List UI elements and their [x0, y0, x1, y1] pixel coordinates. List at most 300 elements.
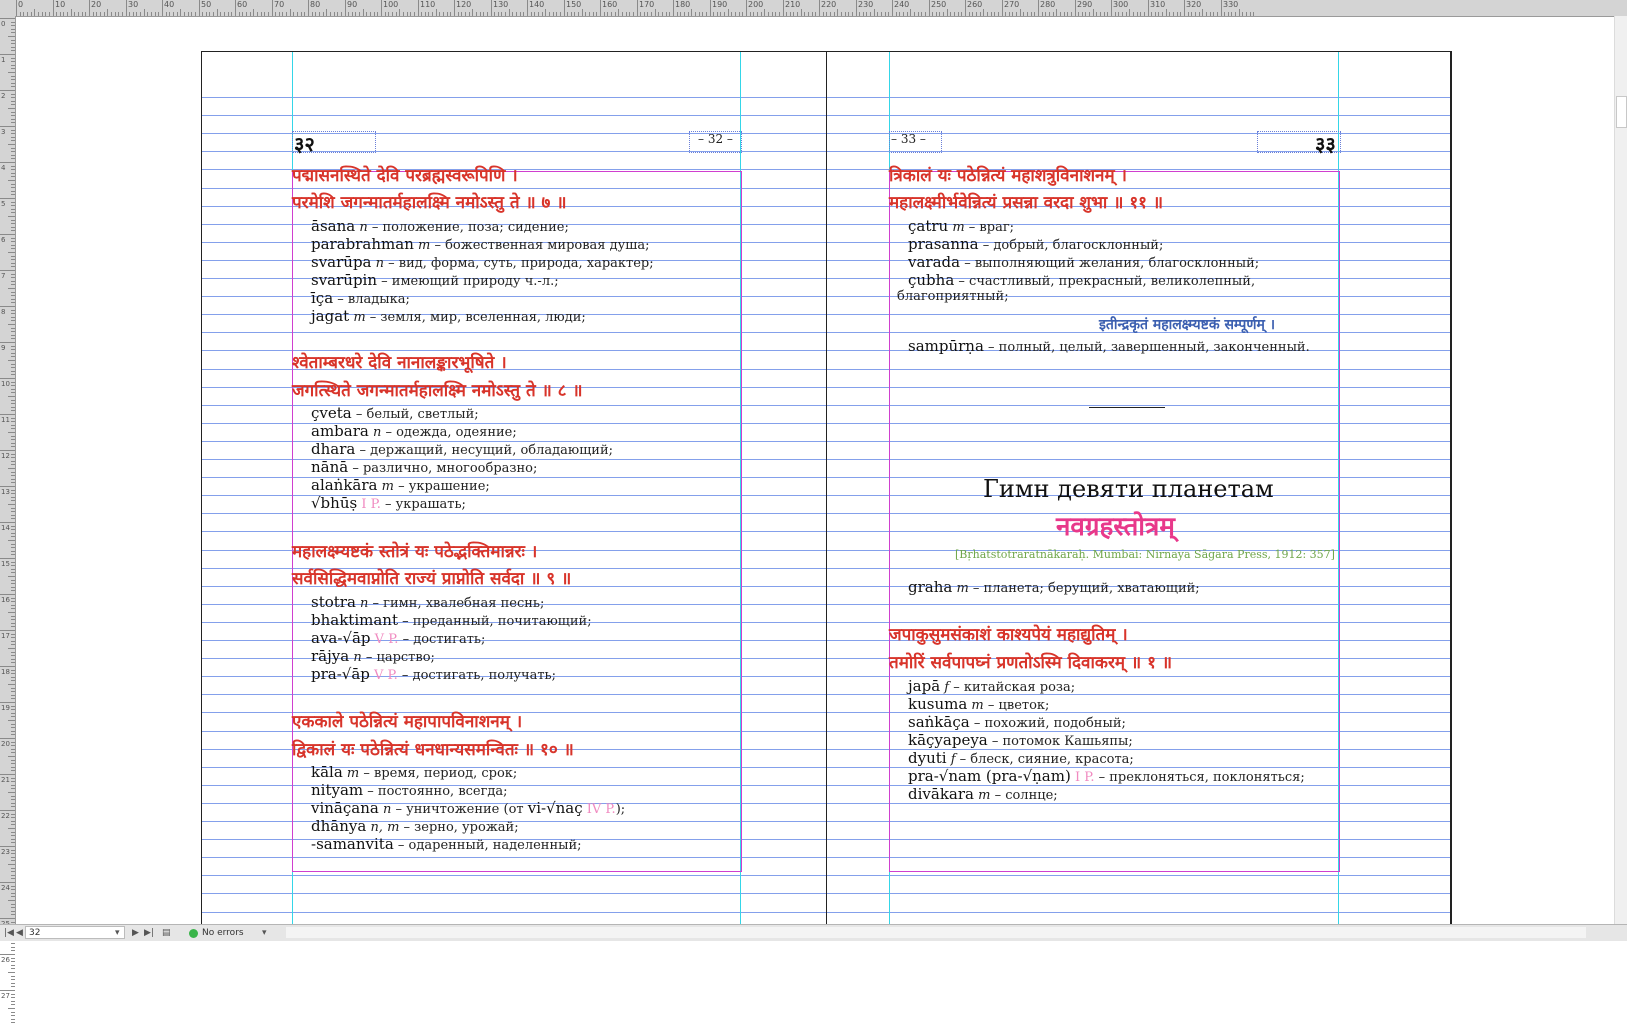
ruler-tick — [826, 12, 827, 16]
ruler-tick — [11, 410, 15, 411]
ruler-tick — [11, 248, 15, 249]
last-page-button[interactable]: ▶| — [144, 928, 154, 938]
gloss-definition: – достигать; — [398, 632, 486, 647]
ruler-tick — [1089, 12, 1090, 16]
ruler-tick — [11, 497, 15, 498]
ruler-tick — [8, 216, 15, 217]
ruler-tick — [11, 911, 15, 912]
gloss-line — [311, 835, 582, 853]
preflight-status-icon[interactable] — [189, 929, 198, 938]
ruler-tick — [1242, 12, 1243, 16]
ruler-tick — [410, 12, 411, 16]
ruler-tick — [881, 12, 882, 16]
ruler-tick — [11, 716, 15, 717]
gloss-word: divākara — [908, 785, 974, 803]
ruler-tick — [11, 839, 15, 840]
ruler-tick — [1199, 12, 1200, 16]
ruler-tick — [11, 40, 15, 41]
ruler-tick — [11, 328, 15, 329]
ruler-tick — [253, 9, 254, 16]
ruler-tick — [929, 0, 930, 16]
ruler-tick — [133, 12, 134, 16]
ruler-tick — [11, 79, 15, 80]
ruler-tick — [11, 896, 15, 897]
ruler-tick — [969, 12, 970, 16]
ruler-tick — [1027, 12, 1028, 16]
ruler-tick — [1155, 12, 1156, 16]
ruler-tick — [1115, 12, 1116, 16]
ruler-tick — [11, 619, 15, 620]
ruler-tick — [11, 112, 15, 113]
gloss-word: alaṅkāra — [311, 476, 378, 494]
ruler-tick — [11, 101, 15, 102]
ruler-tick — [1144, 12, 1145, 16]
ruler-tick — [910, 9, 911, 16]
ruler-tick — [11, 641, 15, 642]
ruler-tick — [680, 12, 681, 16]
ruler-tick — [950, 12, 951, 16]
ruler-number: 240 — [894, 0, 910, 9]
ruler-tick — [11, 976, 15, 977]
next-page-button[interactable]: ▶ — [132, 928, 139, 938]
ruler-number: 23 — [1, 848, 10, 856]
gloss-definition: – преклоняться, поклоняться; — [1094, 770, 1305, 785]
horizontal-ruler[interactable] — [0, 0, 1627, 17]
vertical-scrollbar[interactable] — [1614, 16, 1627, 924]
ruler-tick — [491, 0, 492, 16]
ruler-tick — [1122, 12, 1123, 16]
ruler-tick — [341, 12, 342, 16]
gloss-word: kāla — [311, 763, 343, 781]
ruler-tick — [11, 68, 15, 69]
ruler-tick — [0, 378, 15, 379]
ruler-tick — [11, 662, 15, 663]
ruler-tick — [11, 29, 15, 30]
ruler-tick — [11, 356, 15, 357]
verb-class: I P. — [361, 497, 381, 512]
ruler-number: 20 — [1, 740, 10, 748]
ruler-tick — [0, 882, 15, 883]
ruler-tick — [11, 961, 15, 962]
ruler-tick — [713, 12, 714, 16]
horizontal-scrollbar[interactable] — [286, 927, 1586, 938]
ruler-tick — [1202, 9, 1203, 16]
ruler-tick — [11, 583, 15, 584]
ruler-tick — [11, 508, 15, 509]
ruler-tick — [11, 857, 15, 858]
ruler-tick — [11, 605, 15, 606]
ruler-tick — [235, 0, 236, 16]
ruler-tick — [724, 12, 725, 16]
gloss-word: āsana — [311, 217, 356, 235]
ruler-number: 60 — [237, 0, 248, 9]
ruler-tick — [202, 12, 203, 16]
ruler-tick — [1235, 12, 1236, 16]
ruler-tick — [11, 950, 15, 951]
ruler-tick — [1111, 0, 1112, 16]
ruler-tick — [257, 12, 258, 16]
verse-line: एककाले पठेन्नित्यं महापापविनाशनम् । — [292, 712, 523, 732]
verse-line: महालक्ष्मीर्भवेन्नित्यं प्रसन्ना वरदा शुभा ॥ ११ ॥ — [889, 193, 1164, 213]
ruler-tick — [523, 12, 524, 16]
gloss-definition: – божественная мировая душа; — [430, 238, 650, 253]
ruler-tick — [538, 12, 539, 16]
ruler-tick — [11, 310, 15, 311]
ruler-tick — [553, 12, 554, 16]
ruler-tick — [1031, 12, 1032, 16]
ruler-tick — [11, 889, 15, 890]
vertical-ruler[interactable] — [0, 16, 16, 1000]
gloss-word: ambara — [311, 422, 369, 440]
ruler-tick — [100, 12, 101, 16]
ruler-tick — [892, 0, 893, 16]
ruler-tick — [140, 12, 141, 16]
gloss-word: çveta — [311, 404, 352, 422]
ruler-tick — [184, 12, 185, 16]
ruler-tick — [567, 12, 568, 16]
gloss-word: ava-√āp — [311, 629, 371, 647]
ruler-tick — [11, 284, 15, 285]
ruler-tick — [494, 12, 495, 16]
ruler-tick — [11, 536, 15, 537]
ruler-number: 0 — [1, 20, 6, 28]
ruler-tick — [11, 821, 15, 822]
ruler-tick — [11, 299, 15, 300]
gloss-word: vināçana — [311, 799, 379, 817]
ruler-tick — [53, 0, 54, 16]
ruler-tick — [0, 270, 15, 271]
ruler-tick — [104, 12, 105, 16]
ruler-tick — [11, 317, 15, 318]
ruler-tick — [11, 644, 15, 645]
ruler-tick — [859, 12, 860, 16]
ruler-tick — [396, 12, 397, 16]
ruler-tick — [899, 12, 900, 16]
ruler-tick — [11, 634, 15, 635]
ruler-tick — [11, 115, 15, 116]
ruler-tick — [443, 12, 444, 16]
ruler-tick — [1217, 12, 1218, 16]
ruler-tick — [450, 12, 451, 16]
gloss-line — [311, 629, 485, 647]
ruler-tick — [11, 349, 15, 350]
ruler-tick — [972, 12, 973, 16]
gloss-word: saṅkāça — [908, 713, 970, 731]
ruler-tick — [337, 12, 338, 16]
ruler-tick — [11, 292, 15, 293]
ruler-tick — [8, 360, 15, 361]
page-number: – 32 – — [698, 132, 733, 146]
gloss-definition: – владыка; — [333, 292, 410, 307]
ruler-tick — [11, 551, 15, 552]
ruler-tick — [275, 12, 276, 16]
gloss-definition: – земля, мир, вселенная, люди; — [365, 310, 586, 325]
ruler-tick — [11, 472, 15, 473]
ruler-tick — [1034, 12, 1035, 16]
ruler-tick — [1239, 9, 1240, 16]
gloss-grammar: m — [952, 220, 965, 235]
ruler-tick — [0, 774, 15, 775]
ruler-tick — [8, 252, 15, 253]
ruler-tick — [144, 9, 145, 16]
ruler-tick — [0, 90, 15, 91]
previous-page-button[interactable]: ◀ — [16, 928, 23, 938]
ruler-number: 90 — [347, 0, 358, 9]
ruler-tick — [684, 12, 685, 16]
ruler-tick — [1045, 12, 1046, 16]
gloss-definition: – постоянно, всегда; — [363, 784, 508, 799]
colophon: इतीन्द्रकृतं महालक्ष्म्यष्टकं सम्पूर्णम् । — [1099, 317, 1276, 333]
gloss-line — [908, 677, 1075, 695]
ruler-number: 4 — [1, 164, 6, 172]
ruler-tick — [11, 871, 15, 872]
ruler-tick — [359, 12, 360, 16]
ruler-tick — [334, 12, 335, 16]
ruler-number: 220 — [821, 0, 837, 9]
ruler-tick — [560, 12, 561, 16]
ruler-tick — [11, 670, 15, 671]
ruler-tick — [11, 353, 15, 354]
gloss-grammar: n, m — [370, 820, 400, 835]
ruler-tick — [531, 12, 532, 16]
preflight-menu-icon[interactable]: ▾ — [262, 928, 267, 938]
ruler-tick — [11, 43, 15, 44]
ruler-number: 80 — [310, 0, 321, 9]
ruler-tick — [11, 295, 15, 296]
ruler-tick — [118, 12, 119, 16]
page-number-field[interactable]: 32 — [25, 926, 125, 939]
ruler-tick — [111, 12, 112, 16]
ruler-tick — [582, 9, 583, 16]
ruler-tick — [11, 25, 15, 26]
ruler-number: 5 — [1, 200, 6, 208]
ruler-tick — [169, 12, 170, 16]
ruler-tick — [1093, 9, 1094, 16]
ruler-tick — [8, 540, 15, 541]
scroll-thumb[interactable] — [1616, 96, 1627, 128]
ruler-tick — [651, 12, 652, 16]
ruler-tick — [866, 12, 867, 16]
ruler-tick — [961, 12, 962, 16]
ruler-tick — [11, 500, 15, 501]
ruler-tick — [688, 12, 689, 16]
gloss-grammar: n — [353, 650, 362, 665]
ruler-tick — [903, 12, 904, 16]
ruler-tick — [1210, 12, 1211, 16]
gloss-definition: – выполняющий желания, благосклонный; — [960, 256, 1260, 271]
ruler-tick — [0, 486, 15, 487]
hymn-title-devanagari: नवग्रहस्तोत्रम् — [1056, 512, 1175, 542]
ruler-number: 110 — [420, 0, 436, 9]
gloss-word: √bhūṣ — [311, 494, 358, 512]
ruler-tick — [804, 12, 805, 16]
ruler-tick — [11, 968, 15, 969]
ruler-tick — [472, 9, 473, 16]
ruler-tick — [1060, 12, 1061, 16]
ruler-tick — [220, 12, 221, 16]
ruler-tick — [268, 12, 269, 16]
ruler-tick — [509, 9, 510, 16]
ruler-number: 15 — [1, 560, 10, 568]
ruler-tick — [11, 706, 15, 707]
gloss-grammar: n — [375, 256, 385, 271]
ruler-tick — [93, 12, 94, 16]
ruler-number: 70 — [274, 0, 285, 9]
gloss-grammar: m — [971, 698, 984, 713]
ruler-tick — [483, 12, 484, 16]
ruler-tick — [242, 12, 243, 16]
ruler-tick — [750, 12, 751, 16]
ruler-tick — [1005, 12, 1006, 16]
ruler-tick — [49, 12, 50, 16]
ruler-tick — [381, 0, 382, 16]
ruler-tick — [11, 533, 15, 534]
ruler-tick — [647, 12, 648, 16]
ruler-tick — [209, 12, 210, 16]
ruler-tick — [11, 544, 15, 545]
ruler-tick — [505, 12, 506, 16]
gloss-word: çubha — [908, 271, 955, 289]
ruler-tick — [11, 608, 15, 609]
ruler-tick — [775, 12, 776, 16]
ruler-tick — [56, 12, 57, 16]
gloss-line — [311, 494, 466, 512]
ruler-tick — [11, 104, 15, 105]
ruler-tick — [11, 853, 15, 854]
ruler-tick — [527, 0, 528, 16]
ruler-tick — [1231, 12, 1232, 16]
gloss-grammar: m — [353, 310, 366, 325]
ruler-tick — [11, 1012, 15, 1013]
ruler-tick — [991, 12, 992, 16]
ruler-tick — [8, 144, 15, 145]
ruler-number: 3 — [1, 128, 6, 136]
ruler-number: 170 — [639, 0, 655, 9]
gloss-word: svarūpa — [311, 253, 372, 271]
ruler-tick — [666, 12, 667, 16]
ruler-tick — [772, 12, 773, 16]
first-page-button[interactable]: |◀ — [4, 928, 14, 938]
ruler-tick — [11, 1004, 15, 1005]
ruler-number: 160 — [602, 0, 618, 9]
ruler-tick — [658, 12, 659, 16]
ruler-tick — [11, 346, 15, 347]
ruler-tick — [0, 666, 15, 667]
ruler-tick — [534, 12, 535, 16]
ruler-tick — [11, 590, 15, 591]
ruler-number: 280 — [1040, 0, 1056, 9]
ruler-tick — [998, 12, 999, 16]
ruler-tick — [994, 12, 995, 16]
ruler-tick — [11, 680, 15, 681]
gloss-definition: – уничтожение (от — [391, 802, 528, 817]
ruler-tick — [45, 12, 46, 16]
verse-line: सर्वसिद्धिमवाप्नोति राज्यं प्राप्नोति सर्वदा ॥ ९ ॥ — [292, 569, 572, 589]
gloss-line — [311, 476, 490, 494]
ruler-tick — [11, 382, 15, 383]
ruler-tick — [11, 554, 15, 555]
ruler-tick — [370, 12, 371, 16]
ruler-tick — [11, 119, 15, 120]
ruler-tick — [921, 12, 922, 16]
gloss-grammar: f — [944, 680, 950, 695]
ruler-number: 10 — [55, 0, 66, 9]
ruler-number: 30 — [128, 0, 139, 9]
ruler-tick — [38, 12, 39, 16]
ruler-tick — [815, 12, 816, 16]
ruler-tick — [180, 9, 181, 16]
ruler-tick — [188, 12, 189, 16]
ruler-tick — [877, 12, 878, 16]
ruler-tick — [85, 12, 86, 16]
ruler-tick — [11, 904, 15, 905]
document-icon[interactable]: ▤ — [162, 928, 171, 938]
ruler-tick — [11, 526, 15, 527]
verse-line: परमेशि जगन्मातर्महालक्ष्मि नमोऽस्तु ते ॥ ७ ॥ — [292, 193, 567, 213]
ruler-tick — [1096, 12, 1097, 16]
ruler-tick — [374, 12, 375, 16]
ruler-tick — [0, 738, 15, 739]
gloss-definition: – украшать; — [380, 497, 466, 512]
ruler-tick — [753, 12, 754, 16]
ruler-tick — [11, 245, 15, 246]
ruler-tick — [11, 220, 15, 221]
ruler-tick — [11, 241, 15, 242]
ruler-tick — [8, 756, 15, 757]
ruler-tick — [11, 266, 15, 267]
ruler-tick — [11, 259, 15, 260]
ruler-tick — [8, 828, 15, 829]
gloss-tail: ); — [615, 802, 626, 817]
ruler-tick — [607, 12, 608, 16]
gloss-definition: – планета; берущий, хватающий; — [968, 581, 1200, 596]
ruler-tick — [1137, 12, 1138, 16]
ruler-tick — [11, 436, 15, 437]
gloss-line — [908, 767, 1305, 785]
ruler-tick — [0, 918, 15, 919]
ruler-tick — [11, 886, 15, 887]
ruler-tick — [11, 133, 15, 134]
ruler-tick — [914, 12, 915, 16]
ruler-tick — [428, 12, 429, 16]
ruler-tick — [0, 630, 15, 631]
ruler-tick — [8, 324, 15, 325]
ruler-tick — [11, 806, 15, 807]
ruler-tick — [11, 691, 15, 692]
ruler-tick — [11, 205, 15, 206]
ruler-number: 17 — [1, 632, 10, 640]
ruler-tick — [11, 767, 15, 768]
ruler-tick — [8, 1008, 15, 1009]
page-spread — [201, 51, 1452, 925]
ruler-tick — [352, 12, 353, 16]
verse-line: महालक्ष्म्यष्टकं स्तोत्रं यः पठेद्भक्तिमान्नरः । — [292, 542, 538, 562]
ruler-tick — [286, 12, 287, 16]
ruler-tick — [571, 12, 572, 16]
ruler-tick — [11, 194, 15, 195]
ruler-tick — [735, 12, 736, 16]
ruler-tick — [155, 12, 156, 16]
page-menu-icon[interactable]: ▾ — [115, 928, 120, 938]
ruler-tick — [136, 12, 137, 16]
ruler-tick — [11, 137, 15, 138]
verse-line: तमोरिं सर्वपापघ्नं प्रणतोऽस्मि दिवाकरम् ॥ १ ॥ — [889, 653, 1173, 673]
preflight-status[interactable]: No errors — [202, 928, 244, 938]
ruler-tick — [8, 648, 15, 649]
ruler-tick — [11, 562, 15, 563]
gloss-line — [908, 271, 1255, 289]
ruler-tick — [11, 490, 15, 491]
